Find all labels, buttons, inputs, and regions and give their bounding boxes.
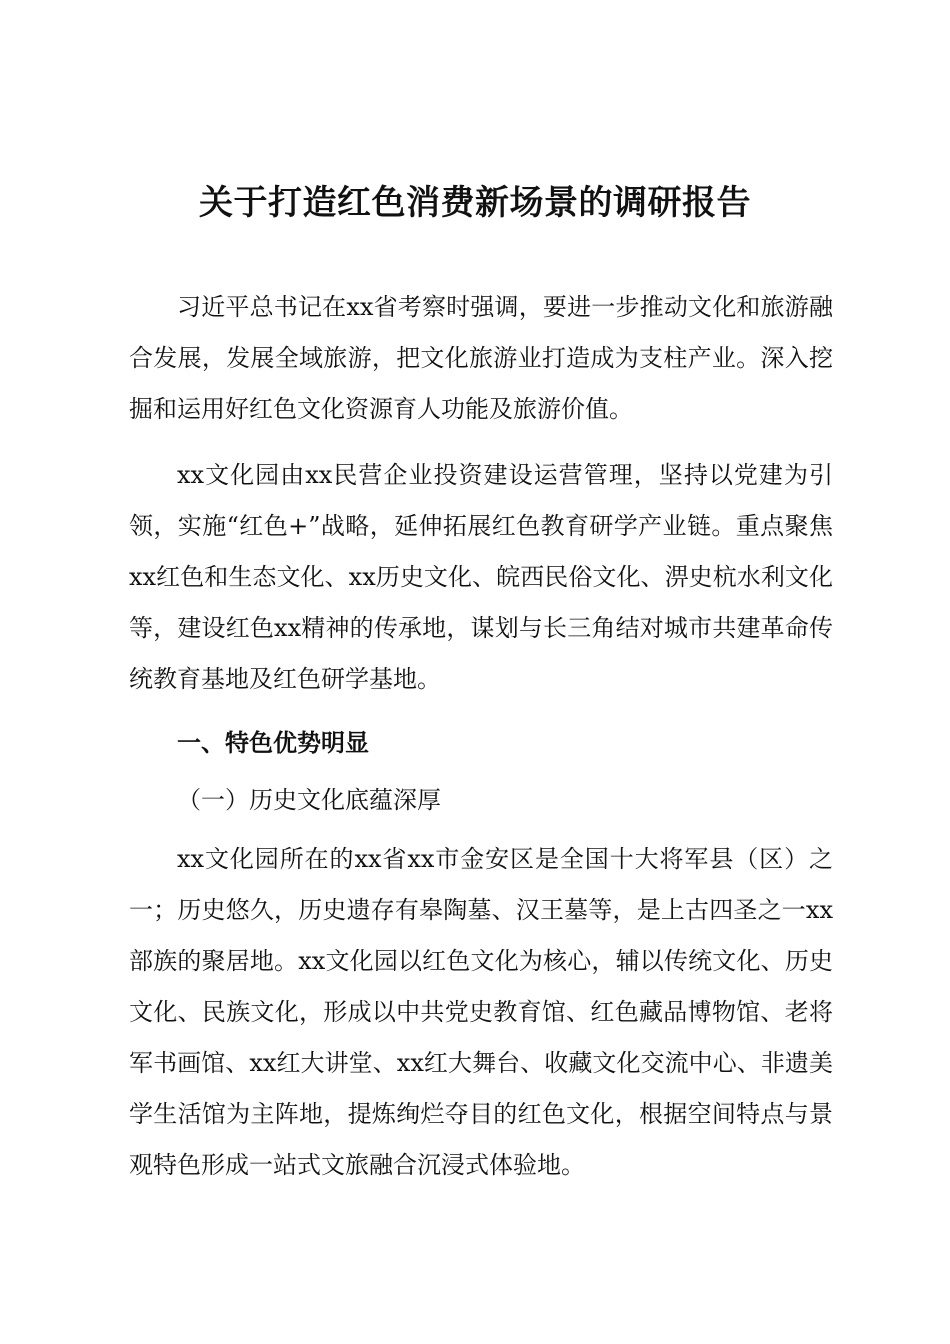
- document-title: 关于打造红色消费新场景的调研报告: [199, 183, 751, 223]
- subsection-heading: （一）历史文化底蕴深厚: [177, 786, 441, 814]
- document-body: [129, 282, 833, 1206]
- park-overview-paragraph: xx文化园由xx民营企业投资建设运营管理，坚持以党建为引领，实施“红色+”战略，延伸拓展红色教育研学产业链。重点聚焦xx红色和生态文化、xx历史文化、皖西民俗文化、淠史杭水利文化等，建设红色xx精神的传承地，谋划与长三角结对城市共建革命传统教育基地及红色研学基地。: [129, 461, 833, 693]
- intro-paragraph: 习近平总书记在xx省考察时强调，要进一步推动文化和旅游融合发展，发展全域旅游，把文化旅游业打造成为支柱产业。深入挖掘和运用好红色文化资源育人功能及旅游价值。: [129, 293, 833, 423]
- history-detail-paragraph: xx文化园所在的xx省xx市金安区是全国十大将军县（区）之一；历史悠久，历史遗存有皋陶墓、汉王墓等，是上古四圣之一xx部族的聚居地。xx文化园以红色文化为核心，辅以传统文化、历史文化、民族文化，形成以中共党史教育馆、红色藏品博物馆、老将军书画馆、xx红大讲堂、xx红大舞台、收藏文化交流中心、非遗美学生活馆为主阵地，提炼绚烂夺目的红色文化，根据空间特点与景观特色形成一站式文旅融合沉浸式体验地。: [129, 845, 833, 1179]
- section-heading: 一、特色优势明显: [177, 729, 369, 757]
